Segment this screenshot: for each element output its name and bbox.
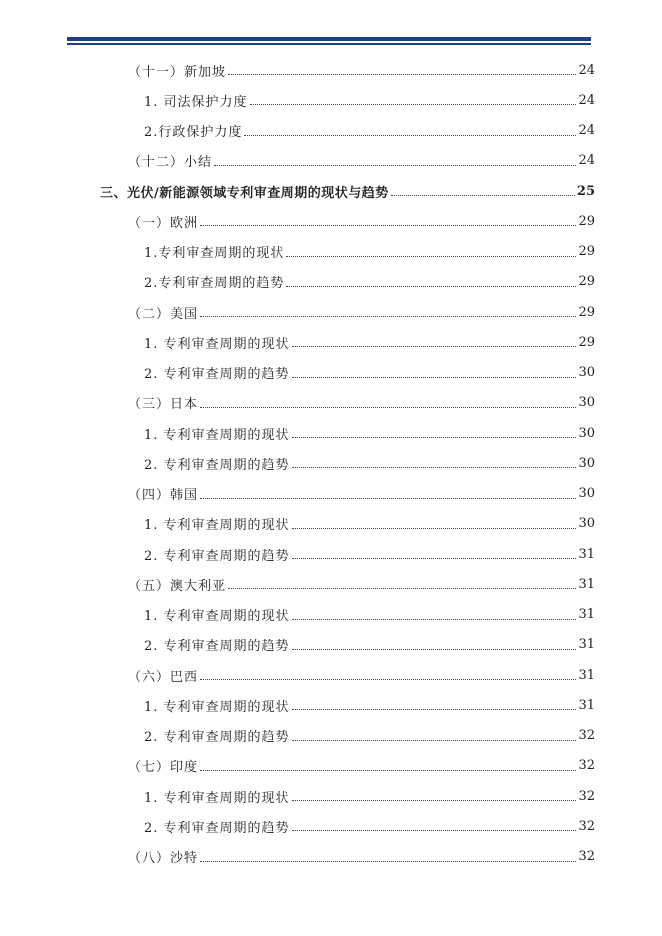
toc-entry[interactable]: [128, 297, 595, 327]
toc-entry-title: 三、光伏/新能源领域专利审查周期的现状与趋势: [100, 185, 389, 201]
toc-entry[interactable]: [128, 479, 595, 509]
toc-dot-leader: [292, 527, 577, 529]
toc-dot-leader: [200, 678, 576, 680]
toc-entry-page: 29: [578, 244, 595, 259]
toc-dot-leader: [200, 315, 576, 317]
toc-dot-leader: [292, 436, 577, 438]
toc-entry[interactable]: [144, 418, 595, 448]
toc-entry[interactable]: [144, 509, 595, 539]
toc-entry-page: 32: [578, 818, 595, 834]
toc-dot-leader: [200, 224, 576, 226]
toc-entry[interactable]: [144, 267, 595, 297]
toc-entry-title: 1. 专利审查周期的现状: [144, 699, 290, 715]
toc-dot-leader: [200, 769, 576, 771]
toc-dot-leader: [292, 557, 577, 559]
toc-dot-leader: [292, 376, 577, 378]
toc-entry-title: （一）欧洲: [128, 215, 199, 231]
toc-entry-page: 31: [578, 667, 595, 683]
header-rule-thick: [67, 37, 591, 41]
toc-entry[interactable]: [144, 237, 595, 267]
toc-entry-title: （四）韩国: [128, 488, 199, 503]
toc-entry[interactable]: [128, 55, 595, 85]
toc-entry[interactable]: [128, 842, 595, 872]
toc-entry-page: 31: [578, 697, 595, 713]
toc-entry-page: 30: [578, 365, 595, 380]
toc-entry-title: 1. 司法保护力度: [144, 94, 248, 110]
toc-entry[interactable]: [144, 811, 595, 841]
toc-entry-title: 1.专利审查周期的现状: [144, 246, 285, 261]
toc-entry[interactable]: [144, 721, 595, 751]
toc-entry-title: （十二）小结: [128, 155, 213, 171]
toc-dot-leader: [292, 466, 577, 468]
toc-entry-title: 2. 专利审查周期的趋势: [144, 367, 290, 382]
toc-entry-page: 24: [578, 123, 595, 138]
toc-entry-page: 24: [578, 62, 595, 78]
toc-entry[interactable]: [144, 781, 595, 811]
toc-entry-page: 31: [578, 576, 595, 592]
toc-entry-page: 30: [578, 486, 595, 501]
toc-entry-page: 30: [578, 516, 595, 532]
toc-dot-leader: [244, 134, 576, 136]
toc-entry-title: （七）印度: [128, 760, 199, 776]
toc-entry-page: 29: [578, 334, 595, 350]
toc-entry[interactable]: [128, 206, 595, 236]
toc-entry-title: （五）澳大利亚: [128, 578, 227, 594]
toc-entry-title: （三）日本: [128, 397, 199, 413]
toc-entry-page: 30: [578, 425, 595, 441]
toc-entry-page: 29: [578, 213, 595, 229]
toc-dot-leader: [292, 739, 577, 741]
toc-dot-leader: [250, 103, 577, 105]
toc-dot-leader: [391, 194, 575, 196]
toc-entry-title: 2.行政保护力度: [144, 125, 243, 140]
toc-entry-title: 1. 专利审查周期的现状: [144, 336, 290, 352]
toc-entry-page: 32: [578, 758, 595, 774]
toc-entry-title: （十一）新加坡: [128, 64, 227, 80]
toc-entry[interactable]: [144, 600, 595, 630]
toc-dot-leader: [200, 406, 576, 408]
toc-entry[interactable]: [144, 539, 595, 569]
toc-entry-page: 31: [578, 546, 595, 562]
toc-dot-leader: [200, 860, 576, 862]
toc-entry-title: 1. 专利审查周期的现状: [144, 790, 290, 806]
toc-dot-leader: [228, 73, 576, 75]
toc-dot-leader: [292, 799, 577, 801]
toc-dot-leader: [286, 255, 576, 257]
toc-entry-page: 29: [578, 304, 595, 320]
toc-entry-title: （二）美国: [128, 306, 199, 322]
toc-entry-title: （六）巴西: [128, 669, 199, 685]
toc-dot-leader: [292, 618, 577, 620]
toc-entry-title: 1. 专利审查周期的现状: [144, 518, 290, 534]
toc-entry-title: 2. 专利审查周期的趋势: [144, 457, 290, 473]
toc-entry[interactable]: [144, 85, 595, 115]
toc-entry-page: 31: [578, 607, 595, 622]
toc-entry-page: 30: [578, 455, 595, 471]
toc-entry-title: 1. 专利审查周期的现状: [144, 609, 290, 624]
toc-entry[interactable]: [144, 630, 595, 660]
toc-entry-page: 25: [576, 183, 595, 199]
toc-entry-title: 1. 专利审查周期的现状: [144, 427, 290, 443]
toc-entry[interactable]: [128, 660, 595, 690]
toc-entry-page: 32: [578, 788, 595, 804]
toc-entry[interactable]: [144, 358, 595, 388]
toc-entry-title: 2. 专利审查周期的趋势: [144, 820, 290, 836]
toc-entry-page: 29: [578, 274, 595, 290]
toc-entry-page: 24: [578, 92, 595, 108]
toc-dot-leader: [228, 587, 576, 589]
toc-dot-leader: [200, 497, 576, 499]
toc-dot-leader: [292, 708, 577, 710]
toc-entry-page: 32: [578, 728, 595, 743]
toc-dot-leader: [292, 648, 577, 650]
toc-entry-title: 2. 专利审查周期的趋势: [144, 639, 290, 655]
toc-entry[interactable]: [144, 690, 595, 720]
toc-dot-leader: [292, 345, 577, 347]
toc-dot-leader: [286, 285, 576, 287]
toc-entry[interactable]: [144, 116, 595, 146]
toc-entry-page: 32: [578, 849, 595, 864]
toc-entry-title: 2.专利审查周期的趋势: [144, 276, 285, 292]
toc-dot-leader: [214, 164, 576, 166]
toc-entry-title: （八）沙特: [128, 851, 199, 866]
toc-entry[interactable]: [144, 448, 595, 478]
toc-entry[interactable]: [128, 569, 595, 599]
toc-dot-leader: [292, 829, 577, 831]
toc-entry[interactable]: [100, 176, 595, 206]
toc-entry[interactable]: [144, 327, 595, 357]
toc-entry[interactable]: [128, 388, 595, 418]
header-rule-thin: [67, 43, 591, 45]
toc-entry-title: 2. 专利审查周期的趋势: [144, 548, 290, 564]
toc-entry-page: 30: [578, 395, 595, 411]
toc-entry[interactable]: [128, 146, 595, 176]
toc-entry-page: 31: [578, 637, 595, 653]
toc-entry-title: 2. 专利审查周期的趋势: [144, 730, 290, 745]
toc-entry-page: 24: [578, 153, 595, 169]
toc-entry[interactable]: [128, 751, 595, 781]
